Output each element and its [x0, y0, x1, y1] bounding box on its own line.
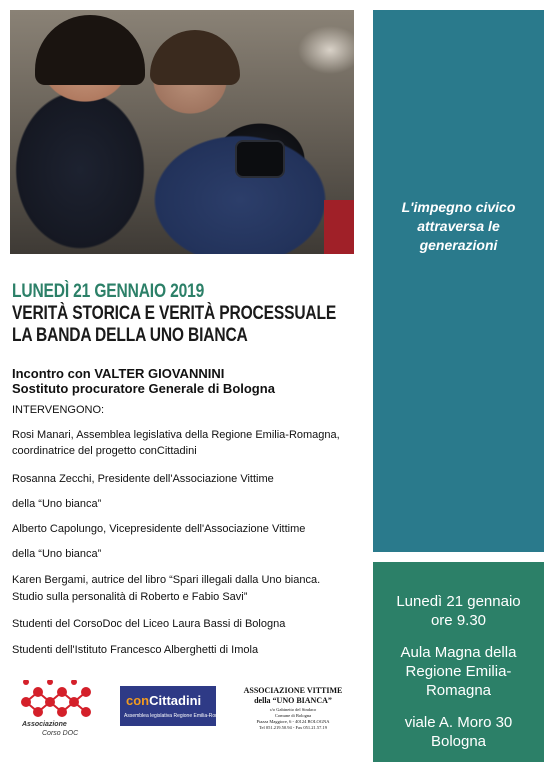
speakers-heading: INTERVENGONO: — [12, 404, 105, 416]
event-title-line: LA BANDA DELLA UNO BIANCA — [12, 325, 248, 346]
photo-figure-hair — [150, 30, 240, 85]
intro-line: Incontro con VALTER GIOVANNINI — [12, 366, 225, 381]
event-title-line: VERITÀ STORICA E VERITÀ PROCESSUALE — [12, 303, 337, 324]
slogan-panel — [373, 10, 544, 552]
assoc-address-line: Piazza Maggiore, 6 - 40124 BOLOGNA — [256, 719, 330, 724]
slogan — [373, 198, 544, 255]
assoc-name-sub: della “UNO BIANCA” — [254, 696, 332, 705]
assoc-name: ASSOCIAZIONE VITTIME — [243, 686, 343, 695]
intro-line: Sostituto procuratore Generale di Bologna — [12, 381, 275, 396]
event-photo — [10, 10, 354, 254]
speaker-line: Studenti del CorsoDoc del Liceo Laura Bassi di Bologna — [12, 618, 286, 630]
concittadini-con: con — [126, 693, 150, 708]
speaker-line: Studio sulla personalità di Roberto e Fabio Savi” — [12, 591, 248, 603]
info-venue-line: Aula Magna della — [400, 644, 517, 661]
assoc-address-line: c/o Gabinetto del Sindaco — [269, 707, 317, 712]
speaker-line: coordinatrice del progetto conCittadini — [12, 445, 197, 457]
concittadini-logo — [120, 686, 231, 726]
photo-camera — [235, 140, 285, 178]
info-address: viale A. Moro 30 — [404, 714, 513, 731]
slogan-line: L'impegno civico — [401, 199, 516, 215]
speaker-line: Alberto Capolungo, Vicepresidente dell'Associazione Vittime — [12, 523, 306, 535]
photo-figure-hair — [35, 15, 145, 85]
info-time: ore 9.30 — [430, 612, 487, 629]
speaker-line: Rosi Manari, Assemblea legislativa della Regione Emilia-Romagna, — [12, 429, 340, 441]
concittadini-sub: Assemblea legislativa Regione Emilia-Romagna — [124, 713, 231, 719]
concittadini-wordmark — [126, 693, 201, 708]
slogan-line: generazioni — [419, 237, 498, 253]
slogan-line: attraversa le — [417, 218, 500, 234]
info-city: Bologna — [430, 733, 487, 750]
concittadini-cit: Cittadini — [149, 693, 202, 708]
info-venue-line: Regione Emilia- — [405, 663, 512, 680]
corso-doc-name: Associazione — [22, 721, 67, 728]
assoc-phone: Tel 051.219.50.94 - Fax 051.21.57.19 — [259, 725, 327, 730]
info-venue-line: Romagna — [425, 682, 492, 699]
corso-doc-sub: Corso DOC — [42, 730, 79, 737]
speaker-line: della “Uno bianca” — [12, 498, 102, 510]
speaker-line: della “Uno bianca” — [12, 548, 102, 560]
event-date: LUNEDÌ 21 GENNAIO 2019 — [12, 281, 205, 302]
assoc-address-line: Comune di Bologna — [274, 713, 312, 718]
speaker-line: Rosanna Zecchi, Presidente dell'Associazione Vittime — [12, 473, 274, 485]
speaker-line: Karen Bergami, autrice del libro “Spari illegali dalla Uno bianca. — [12, 574, 321, 586]
info-date: Lunedì 21 gennaio — [396, 593, 521, 610]
photo-detail — [324, 200, 354, 254]
speaker-line: Studenti dell'Istituto Francesco Alberghetti di Imola — [12, 644, 259, 656]
